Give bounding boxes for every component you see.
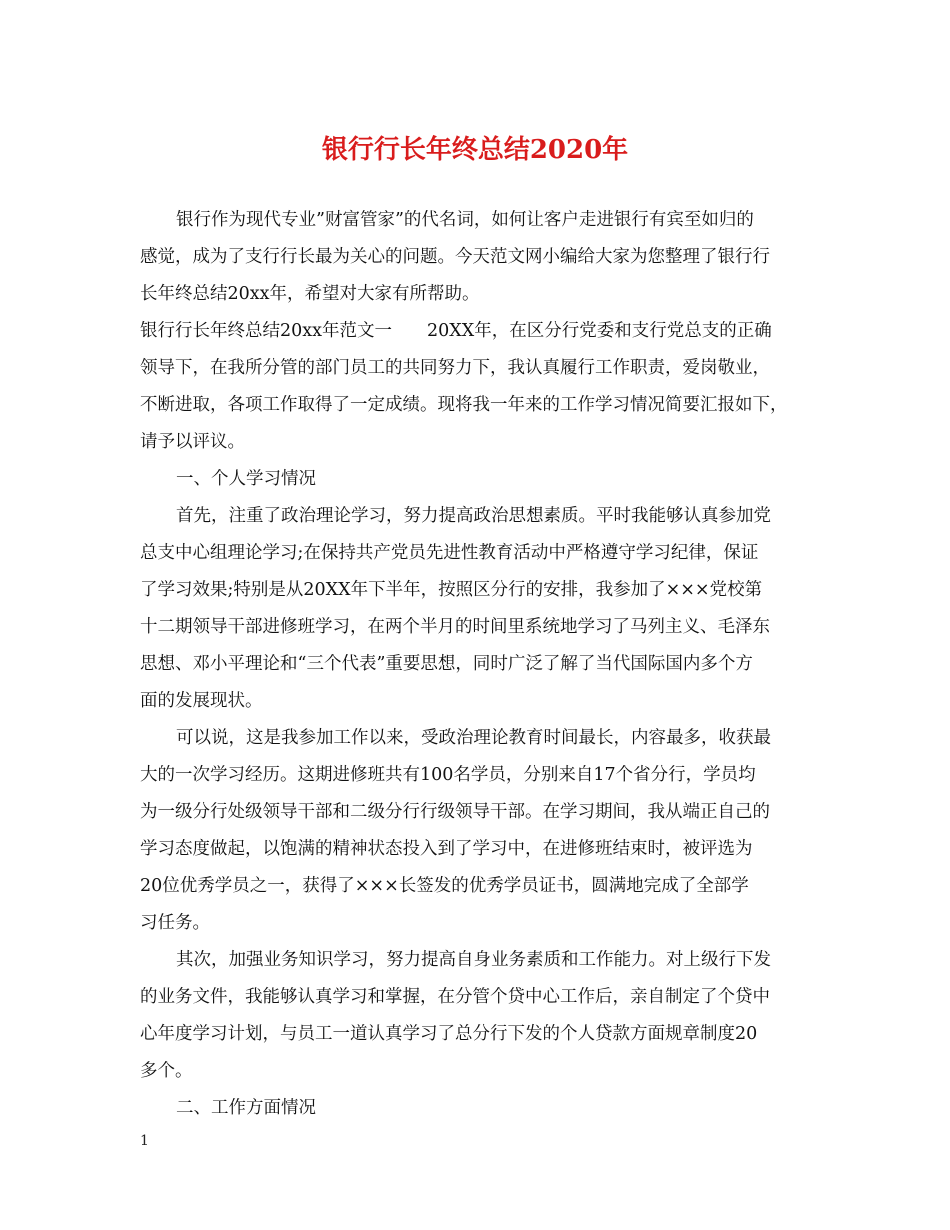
text-line: 银行行长年终总结20xx年范文一 20XX年，在区分行党委和支行党总支的正确 bbox=[140, 321, 772, 341]
text-line: 首先，注重了政治理论学习，努力提高政治思想素质。平时我能够认真参加党 bbox=[176, 506, 771, 526]
document-title: 银行行长年终总结2020年 bbox=[321, 135, 629, 165]
text-line: 总支中心组理论学习;在保持共产党员先进性教育活动中严格遵守学习纪律，保证 bbox=[140, 543, 759, 563]
text-line: 的业务文件，我能够认真学习和掌握，在分管个贷中心工作后，亲自制定了个贷中 bbox=[140, 987, 770, 1007]
text-line: 十二期领导干部进修班学习，在两个半月的时间里系统地学习了马列主义、毛泽东 bbox=[140, 617, 770, 637]
text-line: 多个。 bbox=[140, 1061, 193, 1081]
text-line: 长年终总结20xx年，希望对大家有所帮助。 bbox=[140, 284, 480, 304]
text-line: 面的发展现状。 bbox=[140, 691, 263, 711]
document-body bbox=[140, 202, 830, 1127]
text-line: 了学习效果;特别是从20XX年下半年，按照区分行的安排，我参加了×××党校第 bbox=[140, 580, 763, 600]
text-line: 不断进取，各项工作取得了一定成绩。现将我一年来的工作学习情况简要汇报如下， bbox=[140, 395, 788, 415]
text-line: 学习态度做起，以饱满的精神状态投入到了学习中，在进修班结束时，被评选为 bbox=[140, 839, 753, 859]
text-line: 习任务。 bbox=[140, 913, 210, 933]
text-line: 可以说，这是我参加工作以来，受政治理论教育时间最长，内容最多，收获最 bbox=[176, 728, 771, 748]
text-line: 银行作为现代专业”财富管家”的代名词，如何让客户走进银行有宾至如归的 bbox=[176, 210, 754, 230]
text-line: 二、工作方面情况 bbox=[176, 1098, 316, 1118]
text-line: 思想、邓小平理论和“三个代表”重要思想，同时广泛了解了当代国际国内多个方 bbox=[140, 654, 753, 674]
text-line: 领导下，在我所分管的部门员工的共同努力下，我认真履行工作职责，爱岗敬业， bbox=[140, 358, 770, 378]
text-line: 请予以评议。 bbox=[140, 432, 245, 452]
text-line: 为一级分行处级领导干部和二级分行行级领导干部。在学习期间，我从端正自己的 bbox=[140, 802, 770, 822]
text-line: 感觉，成为了支行行长最为关心的问题。今天范文网小编给大家为您整理了银行行 bbox=[140, 247, 770, 267]
page-number: 1 bbox=[140, 1133, 149, 1149]
text-line: 大的一次学习经历。这期进修班共有100名学员，分别来自17个省分行，学员均 bbox=[140, 765, 756, 785]
text-line: 其次，加强业务知识学习，努力提高自身业务素质和工作能力。对上级行下发 bbox=[176, 950, 771, 970]
text-line: 20位优秀学员之一，获得了×××长签发的优秀学员证书，圆满地完成了全部学 bbox=[140, 876, 749, 896]
text-line: 一、个人学习情况 bbox=[176, 469, 316, 489]
text-line: 心年度学习计划，与员工一道认真学习了总分行下发的个人贷款方面规章制度20 bbox=[140, 1024, 758, 1044]
